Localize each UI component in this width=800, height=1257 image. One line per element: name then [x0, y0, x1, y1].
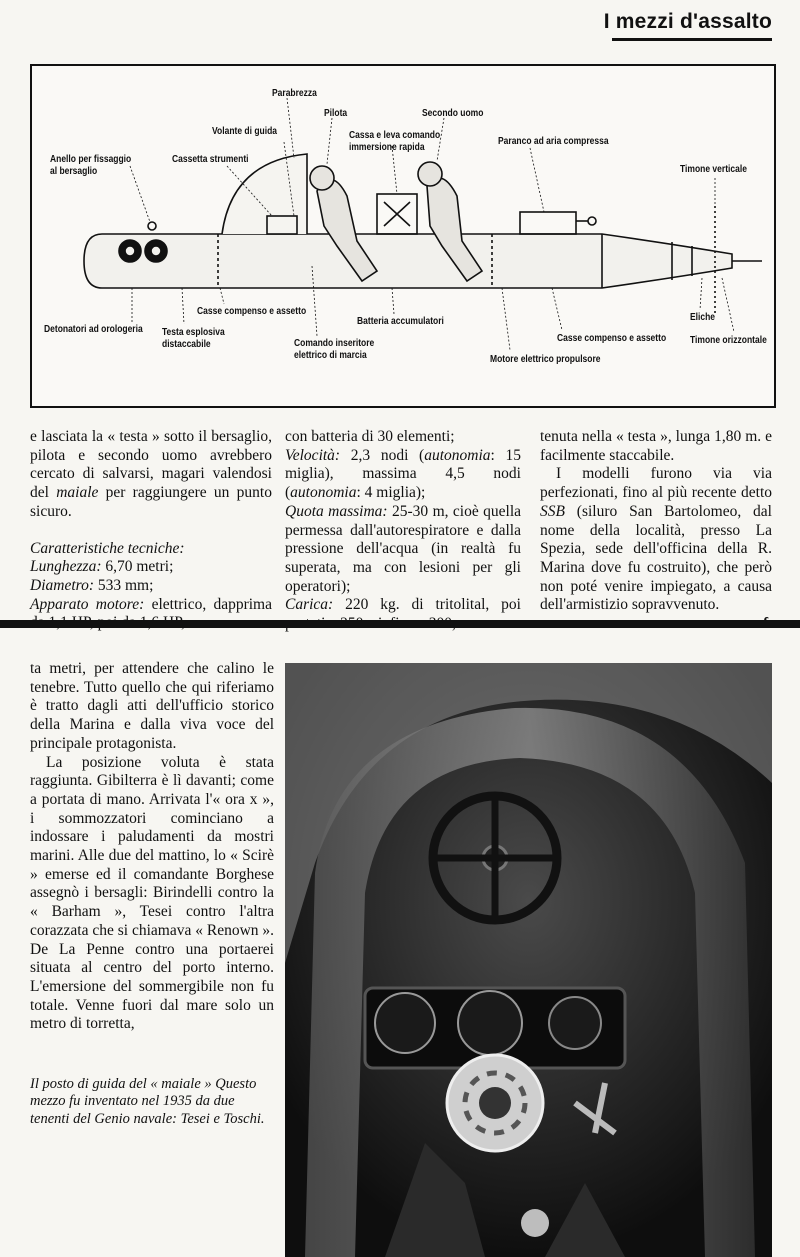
- label-batteria: Batteria accumulatori: [357, 316, 444, 327]
- label-eliche: Eliche: [690, 312, 716, 323]
- top-column-3: tenuta nella « testa », lunga 1,80 m. e facilmente staccabile. I modelli furono via via perfezionati, fino al più recente detto SSB (siluro San Bartolomeo, dal nome della località, presso La Spezia, sede dell'officina della R. Marina dove fu costruito), che però non poté venire impiegato, a causa dell'armistizio sopravvenuto.: [540, 428, 772, 634]
- cockpit-photo: [285, 663, 772, 1257]
- label-testa-2: distaccabile: [162, 339, 211, 350]
- label-detonatori: Detonatori ad orologeria: [44, 324, 143, 335]
- bottom-column: ta metri, per attendere che calino le tenebre. Tutto quello che qui riferiamo è tratto dagli atti dell'ufficio storico della Marina e dalla viva voce del principale protagonista. La posizione voluta è stata raggiunta. Gibilterra è lì davanti; come a portata di mano. Arrivata l'« ora x », i sommozzatori cominciano a indossare i paludamenti da mostri marini. Alle due del mattino, lo « Scirè » emerse ed il comandante Borghese assegnò i bersagli: Birindelli contro la « Barham », Tesei contro l'altra corazzata che si chiamava « Renown ». De La Penne contro una portaerei situata al centro del porto interno. L'emersione del sommergibile non fu totale. Venne fuori dal mare solo un metro di torretta,: [30, 660, 275, 1033]
- top-column-1: e lasciata la « testa » sotto il bersaglio, pilota e secondo uomo avrebbero cercato di salvarsi, magari valendosi del maiale per raggiungere un punto sicuro. Caratteristiche tecniche: Lunghezza: 6,70 metri; Diametro: 533 mm; Apparato motore: elettrico, dapprima: [30, 428, 272, 613]
- label-testa: Testa esplosiva: [162, 327, 225, 338]
- torpedo-diagram: [30, 64, 776, 408]
- label-cassetta: Cassetta strumenti: [172, 154, 249, 165]
- label-cassa-leva-2: immersione rapida: [349, 142, 425, 153]
- label-parabrezza: Parabrezza: [272, 88, 317, 99]
- label-casse-compenso-2: Casse compenso e assetto: [557, 333, 667, 344]
- label-timone-orizzontale: Timone orizzontale: [690, 335, 767, 346]
- cockpit-photo-illustration: [285, 663, 772, 1257]
- title-underline: [612, 38, 772, 41]
- label-timone-verticale: Timone verticale: [680, 164, 747, 175]
- label-paranco: Paranco ad aria compressa: [498, 136, 609, 147]
- label-anello: Anello per fissaggio: [50, 154, 132, 165]
- spec-heading: Caratteristiche tecniche:: [30, 539, 185, 557]
- torpedo-drawing: [32, 66, 774, 406]
- label-comando: Comando inseritore: [294, 338, 375, 349]
- label-pilota: Pilota: [324, 108, 348, 119]
- label-volante: Volante di guida: [212, 126, 278, 137]
- label-secondo-uomo: Secondo uomo: [422, 108, 484, 119]
- label-casse-compenso-1: Casse compenso e assetto: [197, 306, 307, 317]
- label-motore: Motore elettrico propulsore: [490, 354, 601, 365]
- label-cassa-leva: Cassa e leva comando: [349, 130, 441, 141]
- label-comando-2: elettrico di marcia: [294, 350, 367, 361]
- photo-caption: Il posto di guida del « maiale » Questo mezzo fu inventato nel 1935 da due tenenti del Genio navale: Tesei e Toschi.: [30, 1076, 265, 1127]
- section-divider: [0, 620, 800, 628]
- top-column-2: con batteria di 30 elementi; Velocità: 2,3 nodi (autonomia: 15 miglia), massima 4,5 nodi (autonomia: 4 miglia); Quota massima: 25-30 m, cioè quella permessa dall'autorespiratore e dalla pressione dell'acqua (in realtà fu superata, ma con lesioni per gli operatori); Carica: 220 kg. di tritolital, poi: [285, 428, 522, 614]
- label-anello-2: al bersaglio: [50, 166, 98, 177]
- section-title: I mezzi d'assalto: [603, 10, 772, 33]
